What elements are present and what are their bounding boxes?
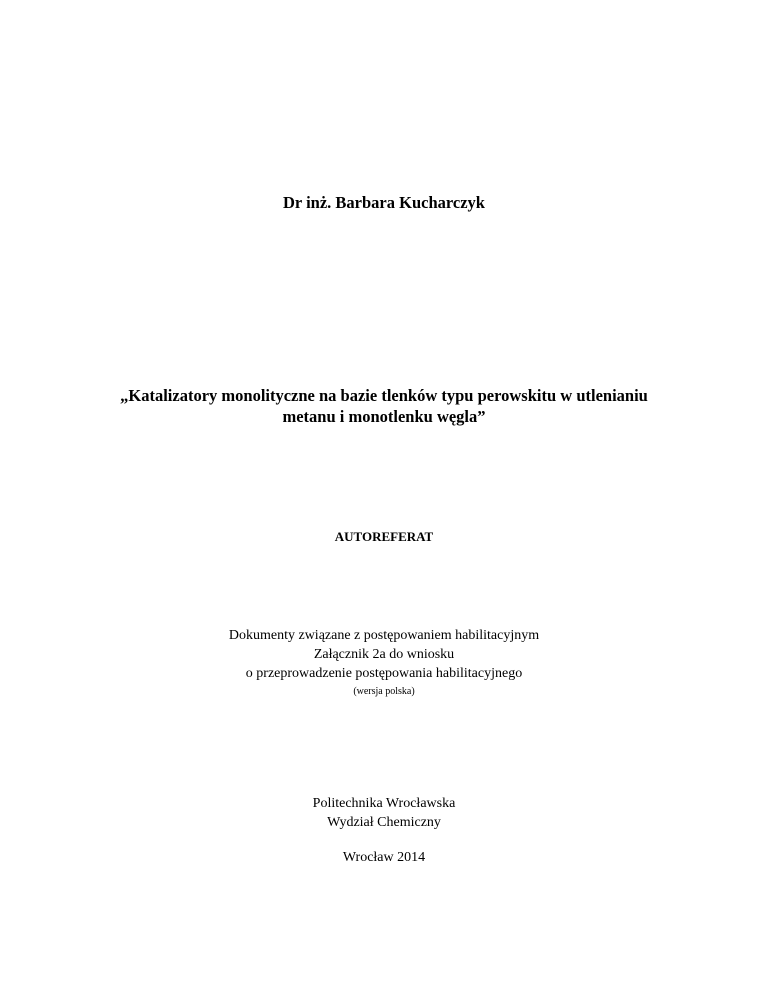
thesis-title-line-2: metanu i monotlenku węgla” — [282, 407, 486, 426]
language-version-note: (wersja polska) — [353, 686, 415, 697]
description-line-1: Dokumenty związane z postępowaniem habilitacyjnym — [228, 628, 540, 643]
thesis-title-line-1: „Katalizatory monolityczne na bazie tlenków typu perowskitu w utlenianiu — [120, 386, 648, 405]
university-name: Politechnika Wrocławska — [312, 796, 456, 811]
place-and-year: Wrocław 2014 — [342, 850, 426, 865]
author-name: Dr inż. Barbara Kucharczyk — [283, 193, 485, 212]
document-type: AUTOREFERAT — [334, 529, 434, 544]
faculty-name: Wydział Chemiczny — [327, 815, 441, 830]
description-line-2: Załącznik 2a do wniosku — [313, 647, 455, 662]
description-line-3: o przeprowadzenie postępowania habilitacyjnego — [245, 666, 523, 681]
